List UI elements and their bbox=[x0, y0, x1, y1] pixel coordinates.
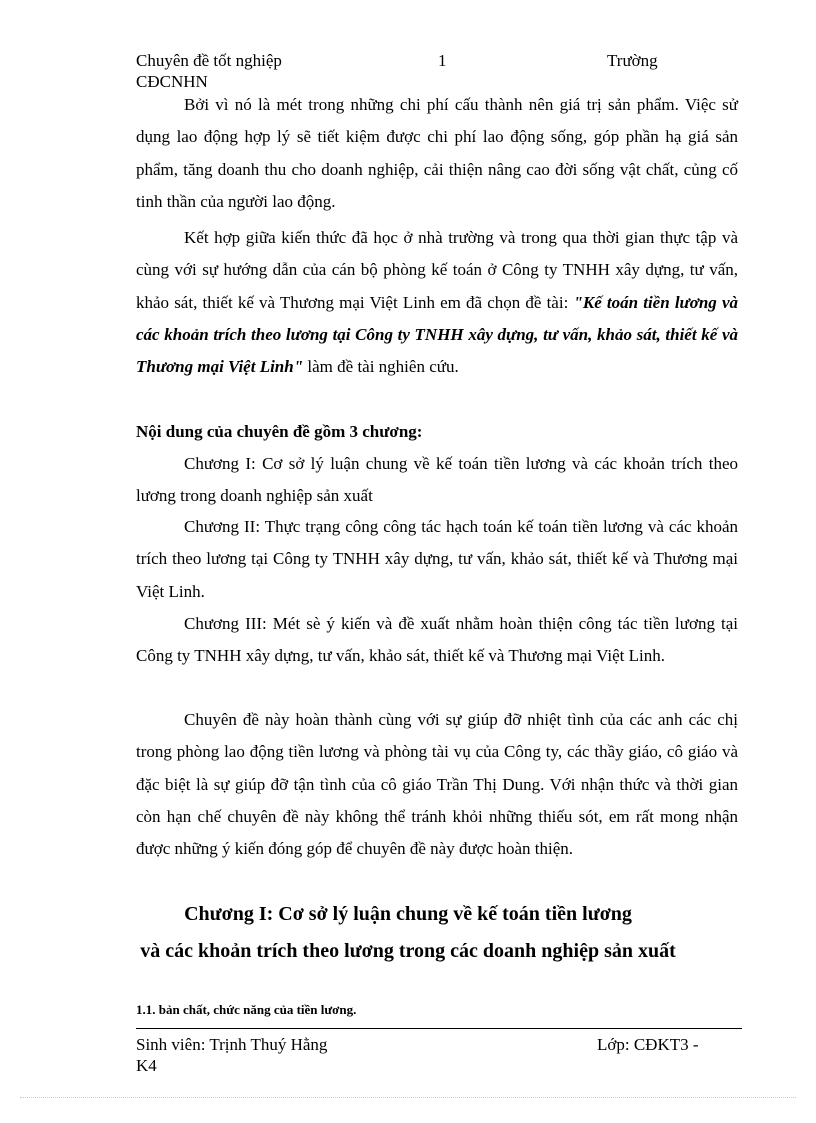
section-heading: 1.1. bản chất, chức năng của tiền lương. bbox=[136, 1002, 357, 1017]
footer-class: Lớp: CĐKT3 - bbox=[597, 1035, 699, 1054]
footer-class-cont: K4 bbox=[136, 1056, 157, 1075]
paragraph-acknowledgement bbox=[136, 704, 738, 865]
header-left-title: Chuyên đề tốt nghiệp bbox=[136, 51, 282, 70]
chapter-summary-2 bbox=[136, 511, 738, 608]
paragraph-acknowledgement-text: Chuyên đề này hoàn thành cùng với sự giúp đỡ nhiệt tình của các anh các chị trong phòng lao động tiền lương và phòng tài vụ của Công ty, các thầy giáo, cô giáo và đặc biệt là sự giúp đỡ tận tình của cô giáo Trần Thị Dung. Với nhận thức và thời gian còn hạn chế chuyên đề này không thể tránh khỏi những thiếu sót, em rất mong nhận được những ý kiến đóng góp để chuyên đề này được hoàn thiện. bbox=[136, 710, 738, 859]
contents-heading: Nội dung của chuyên đề gồm 3 chương: bbox=[136, 422, 423, 441]
chapter-summary-1 bbox=[136, 448, 738, 513]
paragraph-topic-end: làm đề tài nghiên cứu. bbox=[303, 357, 459, 377]
chapter-summary-1-text: Chương I: Cơ sở lý luận chung về kế toán tiền lương và các khoản trích theo lương trong doanh nghiệp sản xuất bbox=[136, 454, 738, 506]
paragraph-topic-intro: Kết hợp giữa kiến thức đã học ở nhà trường và trong qua thời gian thực tập và cùng với sự hướng dẫn của cán bộ phòng kế toán ở Công ty TNHH xây dựng, tư vấn, khảo sát, thiết kế và Thương mại Việt Linh em đã chọn đề tài: bbox=[136, 228, 738, 312]
thesis-topic-title: "Kế toán tiền lương và các khoản trích theo lương tại Công ty TNHH xây dựng, tư vấn, khảo sát, thiết kế và Thương mại Việt Linh" bbox=[136, 292, 738, 377]
footer-student-name: Sinh viên: Trịnh Thuý Hằng bbox=[136, 1035, 328, 1054]
chapter-title-line1: Chương I: Cơ sở lý luận chung về kế toán tiền lương bbox=[184, 903, 632, 925]
header-right-school: Trường bbox=[607, 51, 658, 70]
paragraph-cost-text: Bởi vì nó là mét trong những chi phí cấu thành nên giá trị sản phẩm. Việc sử dụng lao động hợp lý sẽ tiết kiệm được chi phí lao động sống, góp phần hạ giá sản phẩm, tăng doanh thu cho doanh nghiệp, cải thiện nâng cao đời sống vật chất, củng cố tinh thần của người lao động. bbox=[136, 95, 738, 211]
chapter-summary-3-text: Chương III: Mét sè ý kiến và đề xuất nhằm hoàn thiện công tác tiền lương tại Công ty TNHH xây dựng, tư vấn, khảo sát, thiết kế và Thương mại Việt Linh. bbox=[136, 614, 738, 666]
page-number: 1 bbox=[438, 51, 447, 70]
page-bottom-edge bbox=[20, 1097, 796, 1098]
header-right-school-cont: CĐCNHN bbox=[136, 72, 208, 91]
paragraph-topic bbox=[136, 222, 738, 383]
chapter-summary-3 bbox=[136, 608, 738, 673]
footer-divider bbox=[136, 1028, 742, 1029]
chapter-summary-2-text: Chương II: Thực trạng công công tác hạch toán kế toán tiền lương và các khoản trích theo lương tại Công ty TNHH xây dựng, tư vấn, khảo sát, thiết kế và Thương mại Việt Linh. bbox=[136, 517, 738, 601]
chapter-title-line2: và các khoản trích theo lương trong các doanh nghiệp sản xuất bbox=[140, 940, 676, 962]
paragraph-cost-intro bbox=[136, 89, 738, 218]
